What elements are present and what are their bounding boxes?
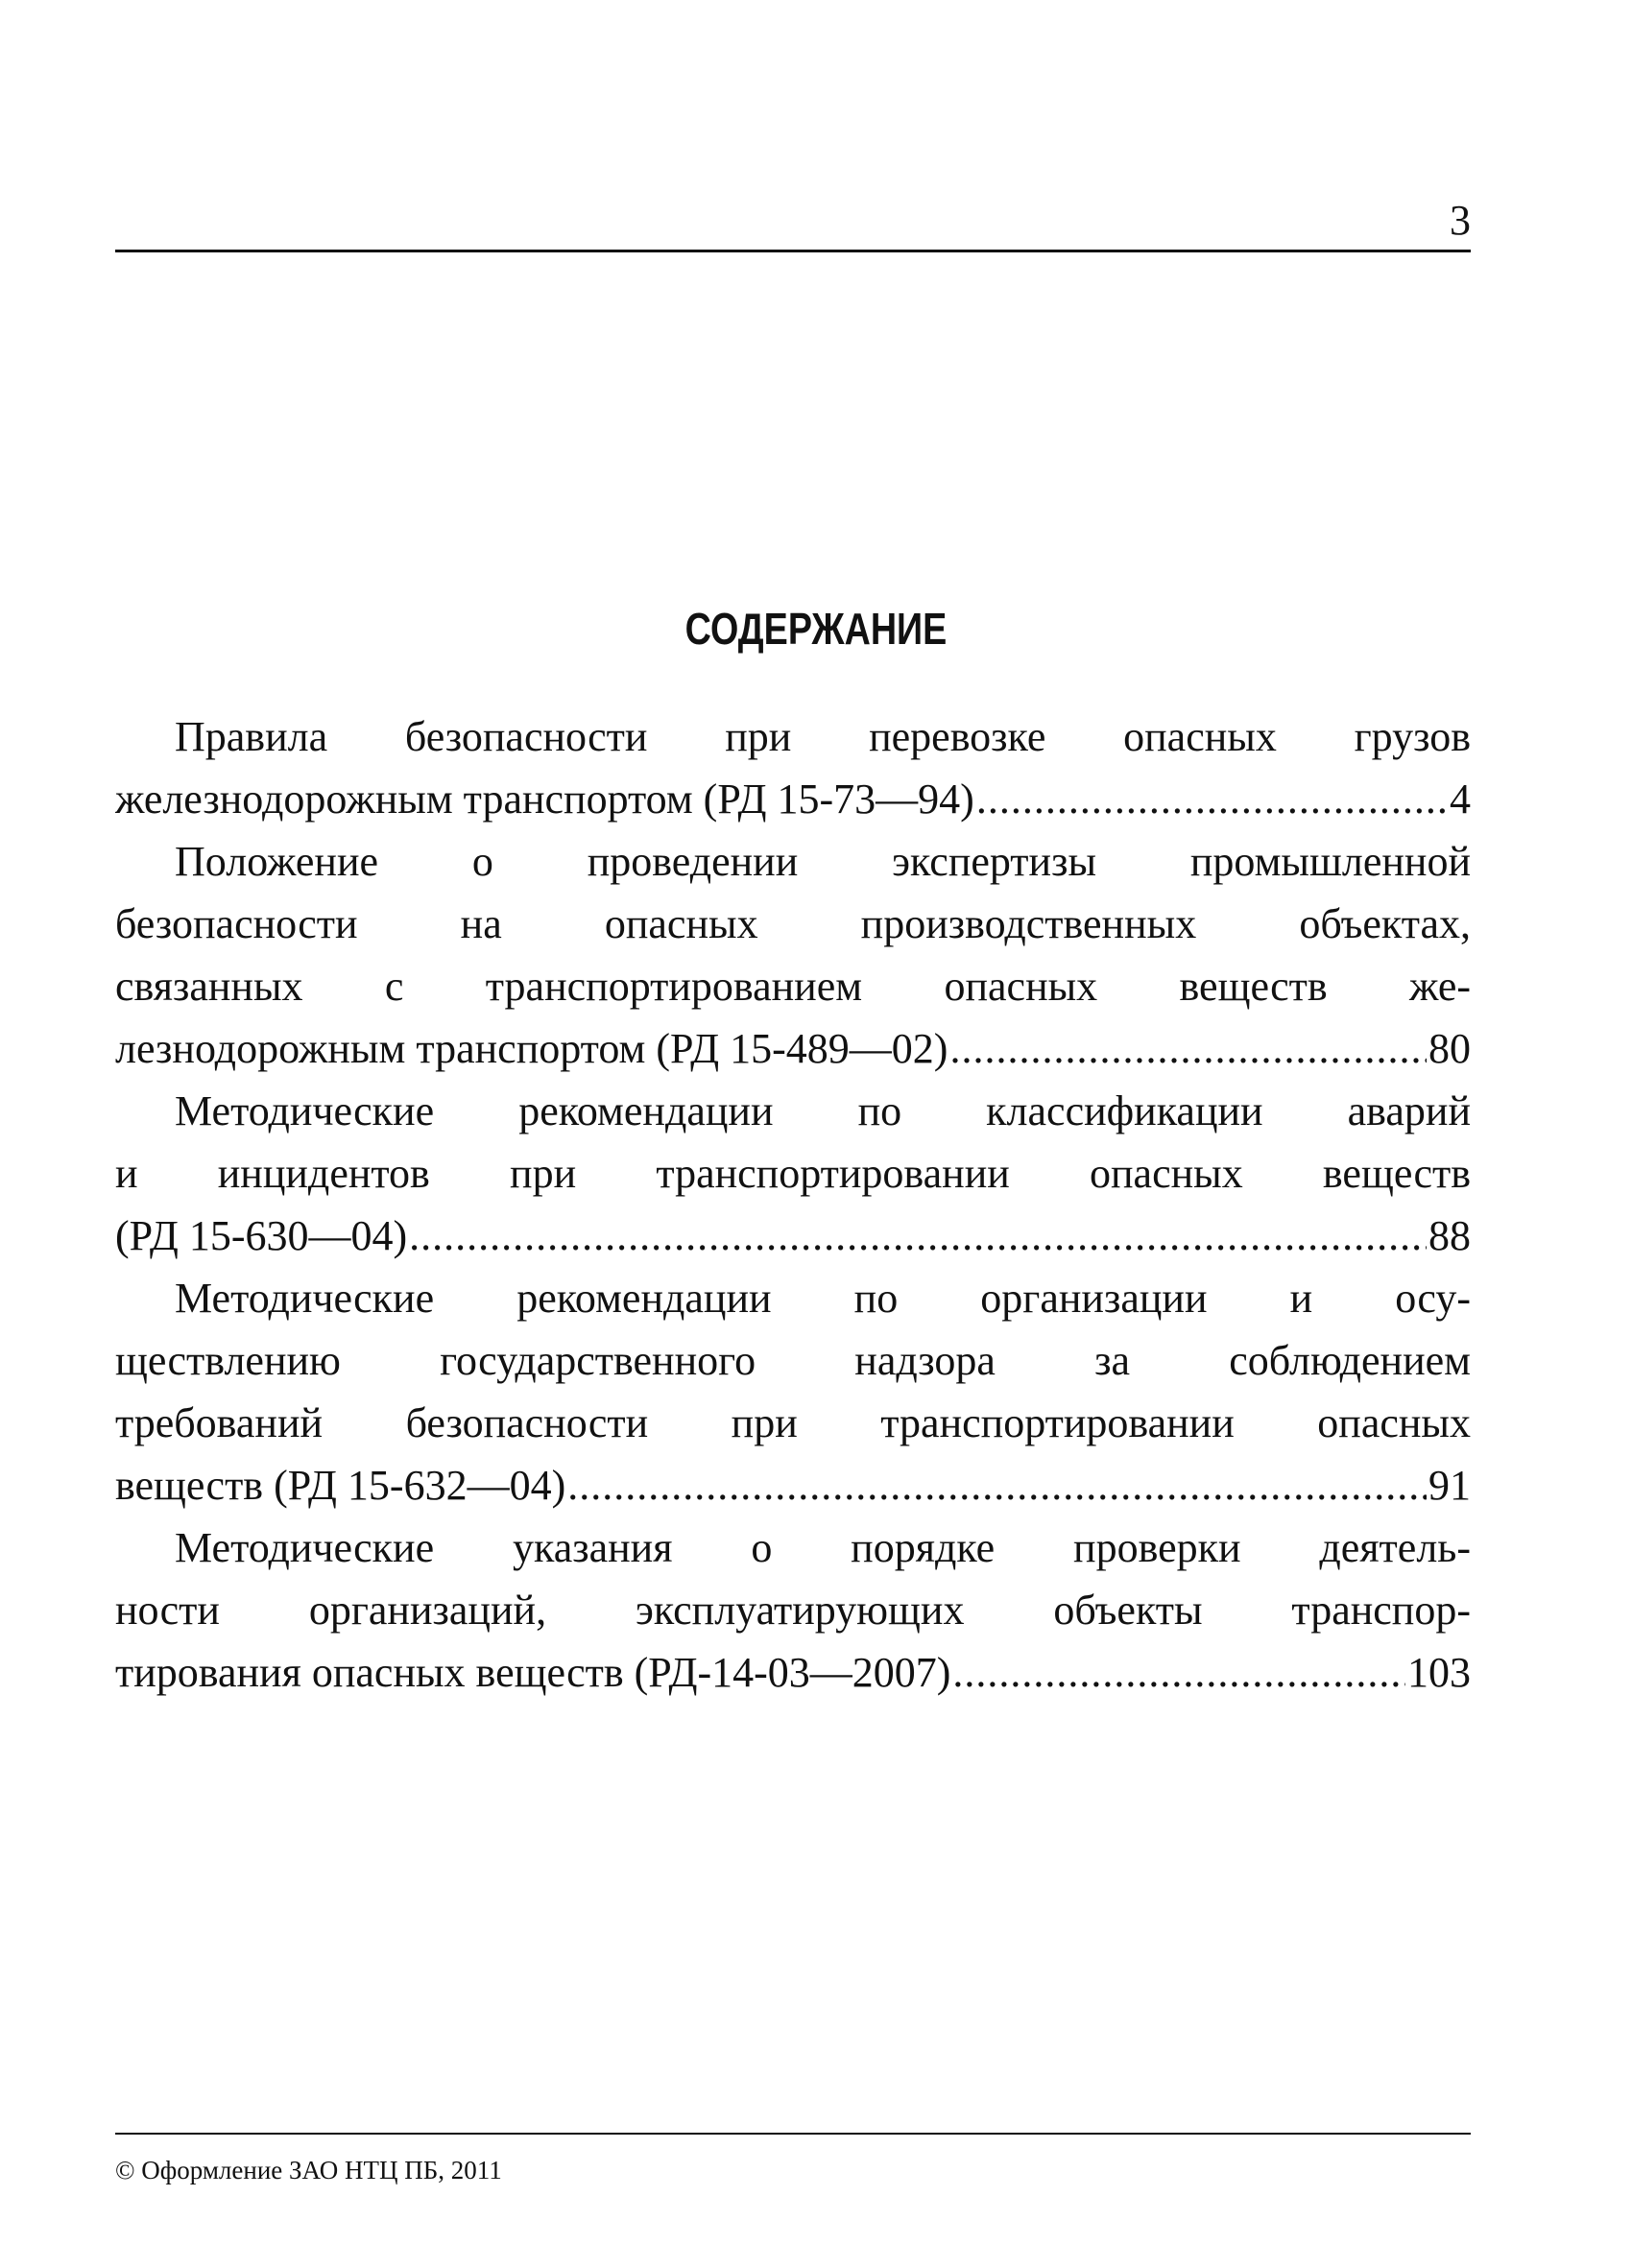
toc-entry-line: требований безопасности при транспортировании опасных [115, 1399, 1471, 1446]
page-title: СОДЕРЖАНИЕ [684, 604, 948, 654]
toc-entry-line-last [115, 1454, 1471, 1516]
toc-entry[interactable] [115, 830, 1471, 1080]
toc-entry-line-last [115, 1205, 1471, 1267]
dot-leader [567, 1454, 1427, 1516]
toc-page-number: 80 [1428, 1025, 1471, 1072]
toc-entry-line-last [115, 1017, 1471, 1080]
toc-entry-line: тирования опасных веществ (РД-14-03—2007) [115, 1649, 951, 1696]
dot-leader [952, 1641, 1405, 1704]
toc-entry[interactable] [115, 1267, 1471, 1516]
toc-entry-line: связанных с транспортированием опасных веществ же- [115, 963, 1471, 1010]
toc-entry[interactable] [115, 1516, 1471, 1704]
toc-entry-line-last [115, 1641, 1471, 1704]
toc-entry-line: Методические рекомендации по организации и осу- [175, 1275, 1471, 1322]
dot-leader [949, 1017, 1427, 1080]
toc-page-number: 103 [1407, 1649, 1471, 1696]
toc-page-number: 4 [1450, 776, 1471, 823]
toc-entry-line: и инцидентов при транспортировании опасных веществ [115, 1150, 1471, 1197]
toc-entry-line: веществ (РД 15-632—04) [115, 1462, 566, 1509]
toc-entry-line: Правила безопасности при перевозке опасных грузов [175, 713, 1471, 760]
header-rule [115, 250, 1471, 252]
toc-page-number: 88 [1428, 1212, 1471, 1259]
toc-entry-line: (РД 15-630—04) [115, 1212, 408, 1259]
toc-entry-line: ществлению государственного надзора за соблюдением [115, 1337, 1471, 1384]
dot-leader [409, 1205, 1427, 1267]
toc-entry-line: безопасности на опасных производственных объектах, [115, 900, 1471, 947]
toc-entry[interactable] [115, 705, 1471, 830]
page-number: 3 [1450, 197, 1471, 244]
toc-entry-line-last [115, 768, 1471, 830]
toc-entry-line: Методические указания о порядке проверки деятель- [175, 1524, 1471, 1571]
toc-entry-line: лезнодорожным транспортом (РД 15-489—02) [115, 1025, 948, 1072]
toc-entry-line: железнодорожным транспортом (РД 15-73—94) [115, 776, 974, 823]
dot-leader [976, 768, 1448, 830]
copyright-footer: © Оформление ЗАО НТЦ ПБ, 2011 [115, 2156, 502, 2184]
toc-page-number: 91 [1428, 1462, 1471, 1509]
toc-entry-line: ности организаций, эксплуатирующих объекты транспор- [115, 1587, 1471, 1634]
toc-entry[interactable] [115, 1080, 1471, 1267]
table-of-contents [115, 705, 1471, 1704]
footer-rule [115, 2133, 1471, 2135]
toc-entry-line: Положение о проведении экспертизы промышленной [175, 838, 1471, 885]
toc-entry-line: Методические рекомендации по классификации аварий [175, 1087, 1471, 1134]
